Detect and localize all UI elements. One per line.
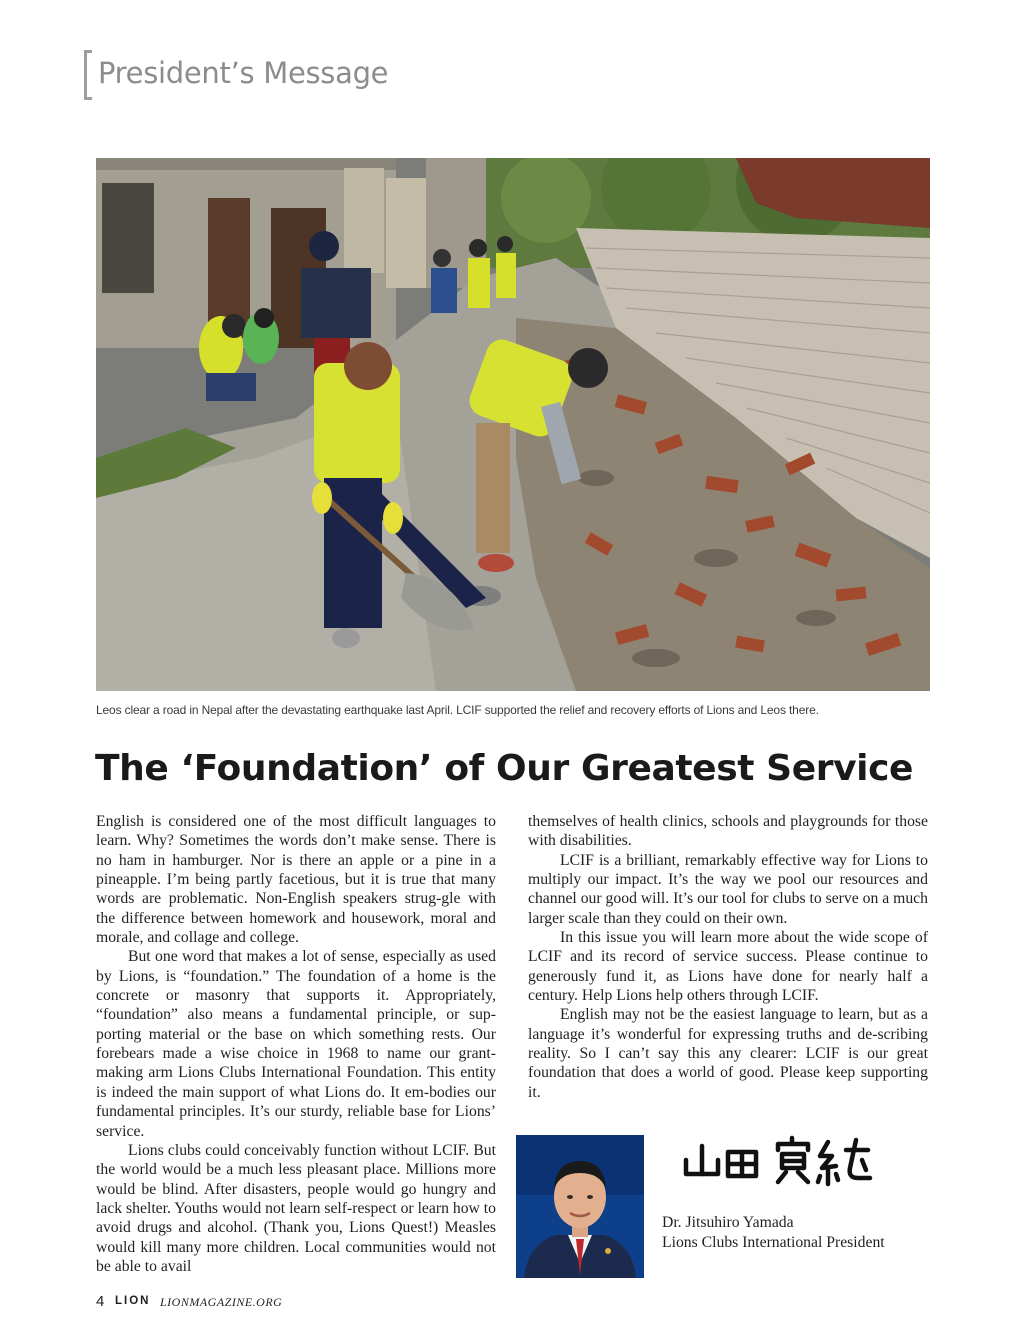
article-column-left [96, 812, 496, 1276]
article-paragraph: English is considered one of the most difficult languages to learn. Why? Sometimes the words don’t make sense. There is no ham in hamburger. Nor is there an apple or a pine in a pineapple. I’m being partly facetious, but it is true that many words are problematic. Non-English speakers strug-gle with the difference between homework and housework, moral and morale, and collage and college. [96, 813, 496, 947]
article-paragraph: But one word that makes a lot of sense, especially as used by Lions, is “foundation.” The foundation of a home is the concrete or masonry that supports it. Appropriately, “foundation” also means a fundamental principle, or sup-porting material or the base on which something rests. Our forebears made a wise choice in 1968 to name our grant-making arm Lions Clubs International Foundation. This entity is indeed the main support of what Lions do. It em-bodies our fundamental principles. It’s our sturdy, reliable base for Lions’ service. [96, 948, 496, 1140]
article-paragraph: In this issue you will learn more about the wide scope of LCIF and its record of service success. Please continue to generously fund it, as Lions have done for nearly half a century. Help Lions help others through LCIF. [528, 929, 928, 1005]
section-bracket [84, 50, 92, 100]
president-portrait [516, 1135, 644, 1278]
article-paragraph: LCIF is a brilliant, remarkably effective way for Lions to multiply our impact. It’s the way we pool our resources and channel our good will. It’s our tool for clubs to serve on a much larger scale than they could on their own. [528, 851, 928, 927]
article-headline: The ‘Foundation’ of Our Greatest Service [95, 748, 914, 789]
magazine-name: LION [115, 1295, 151, 1307]
article-photo [96, 158, 930, 691]
magazine-url: LIONMAGAZINE.ORG [160, 1295, 283, 1309]
article-paragraph: English may not be the easiest language to learn, but as a language it’s wonderful for expressing truths and de-scribing reality. So I can’t say this any clearer: LCIF is our great foundation that does a world of good. Please keep supporting it. [528, 1006, 928, 1101]
article-column-right [528, 812, 928, 1102]
president-name: Dr. Jitsuhiro Yamada [662, 1214, 794, 1231]
section-title: President’s Message [98, 56, 389, 90]
article-paragraph: Lions clubs could conceivably function without LCIF. But the world would be a much less pleasant place. Millions more would be blind. After disasters, people would go hungry and lack shelter. Youths would not learn self-respect or learn how to avoid drugs and alcohol. (Thank you, Lions Quest!) Measles would kill many more children. Local communities would not be able to avail [96, 1141, 496, 1275]
page-number: 4 [96, 1293, 105, 1310]
president-title: Lions Clubs International President [662, 1234, 885, 1251]
handwritten-signature [680, 1128, 880, 1188]
article-paragraph: themselves of health clinics, schools and playgrounds for those with disabilities. [528, 813, 928, 850]
photo-caption: Leos clear a road in Nepal after the devastating earthquake last April. LCIF supported the relief and recovery efforts of Lions and Leos there. [96, 703, 819, 717]
